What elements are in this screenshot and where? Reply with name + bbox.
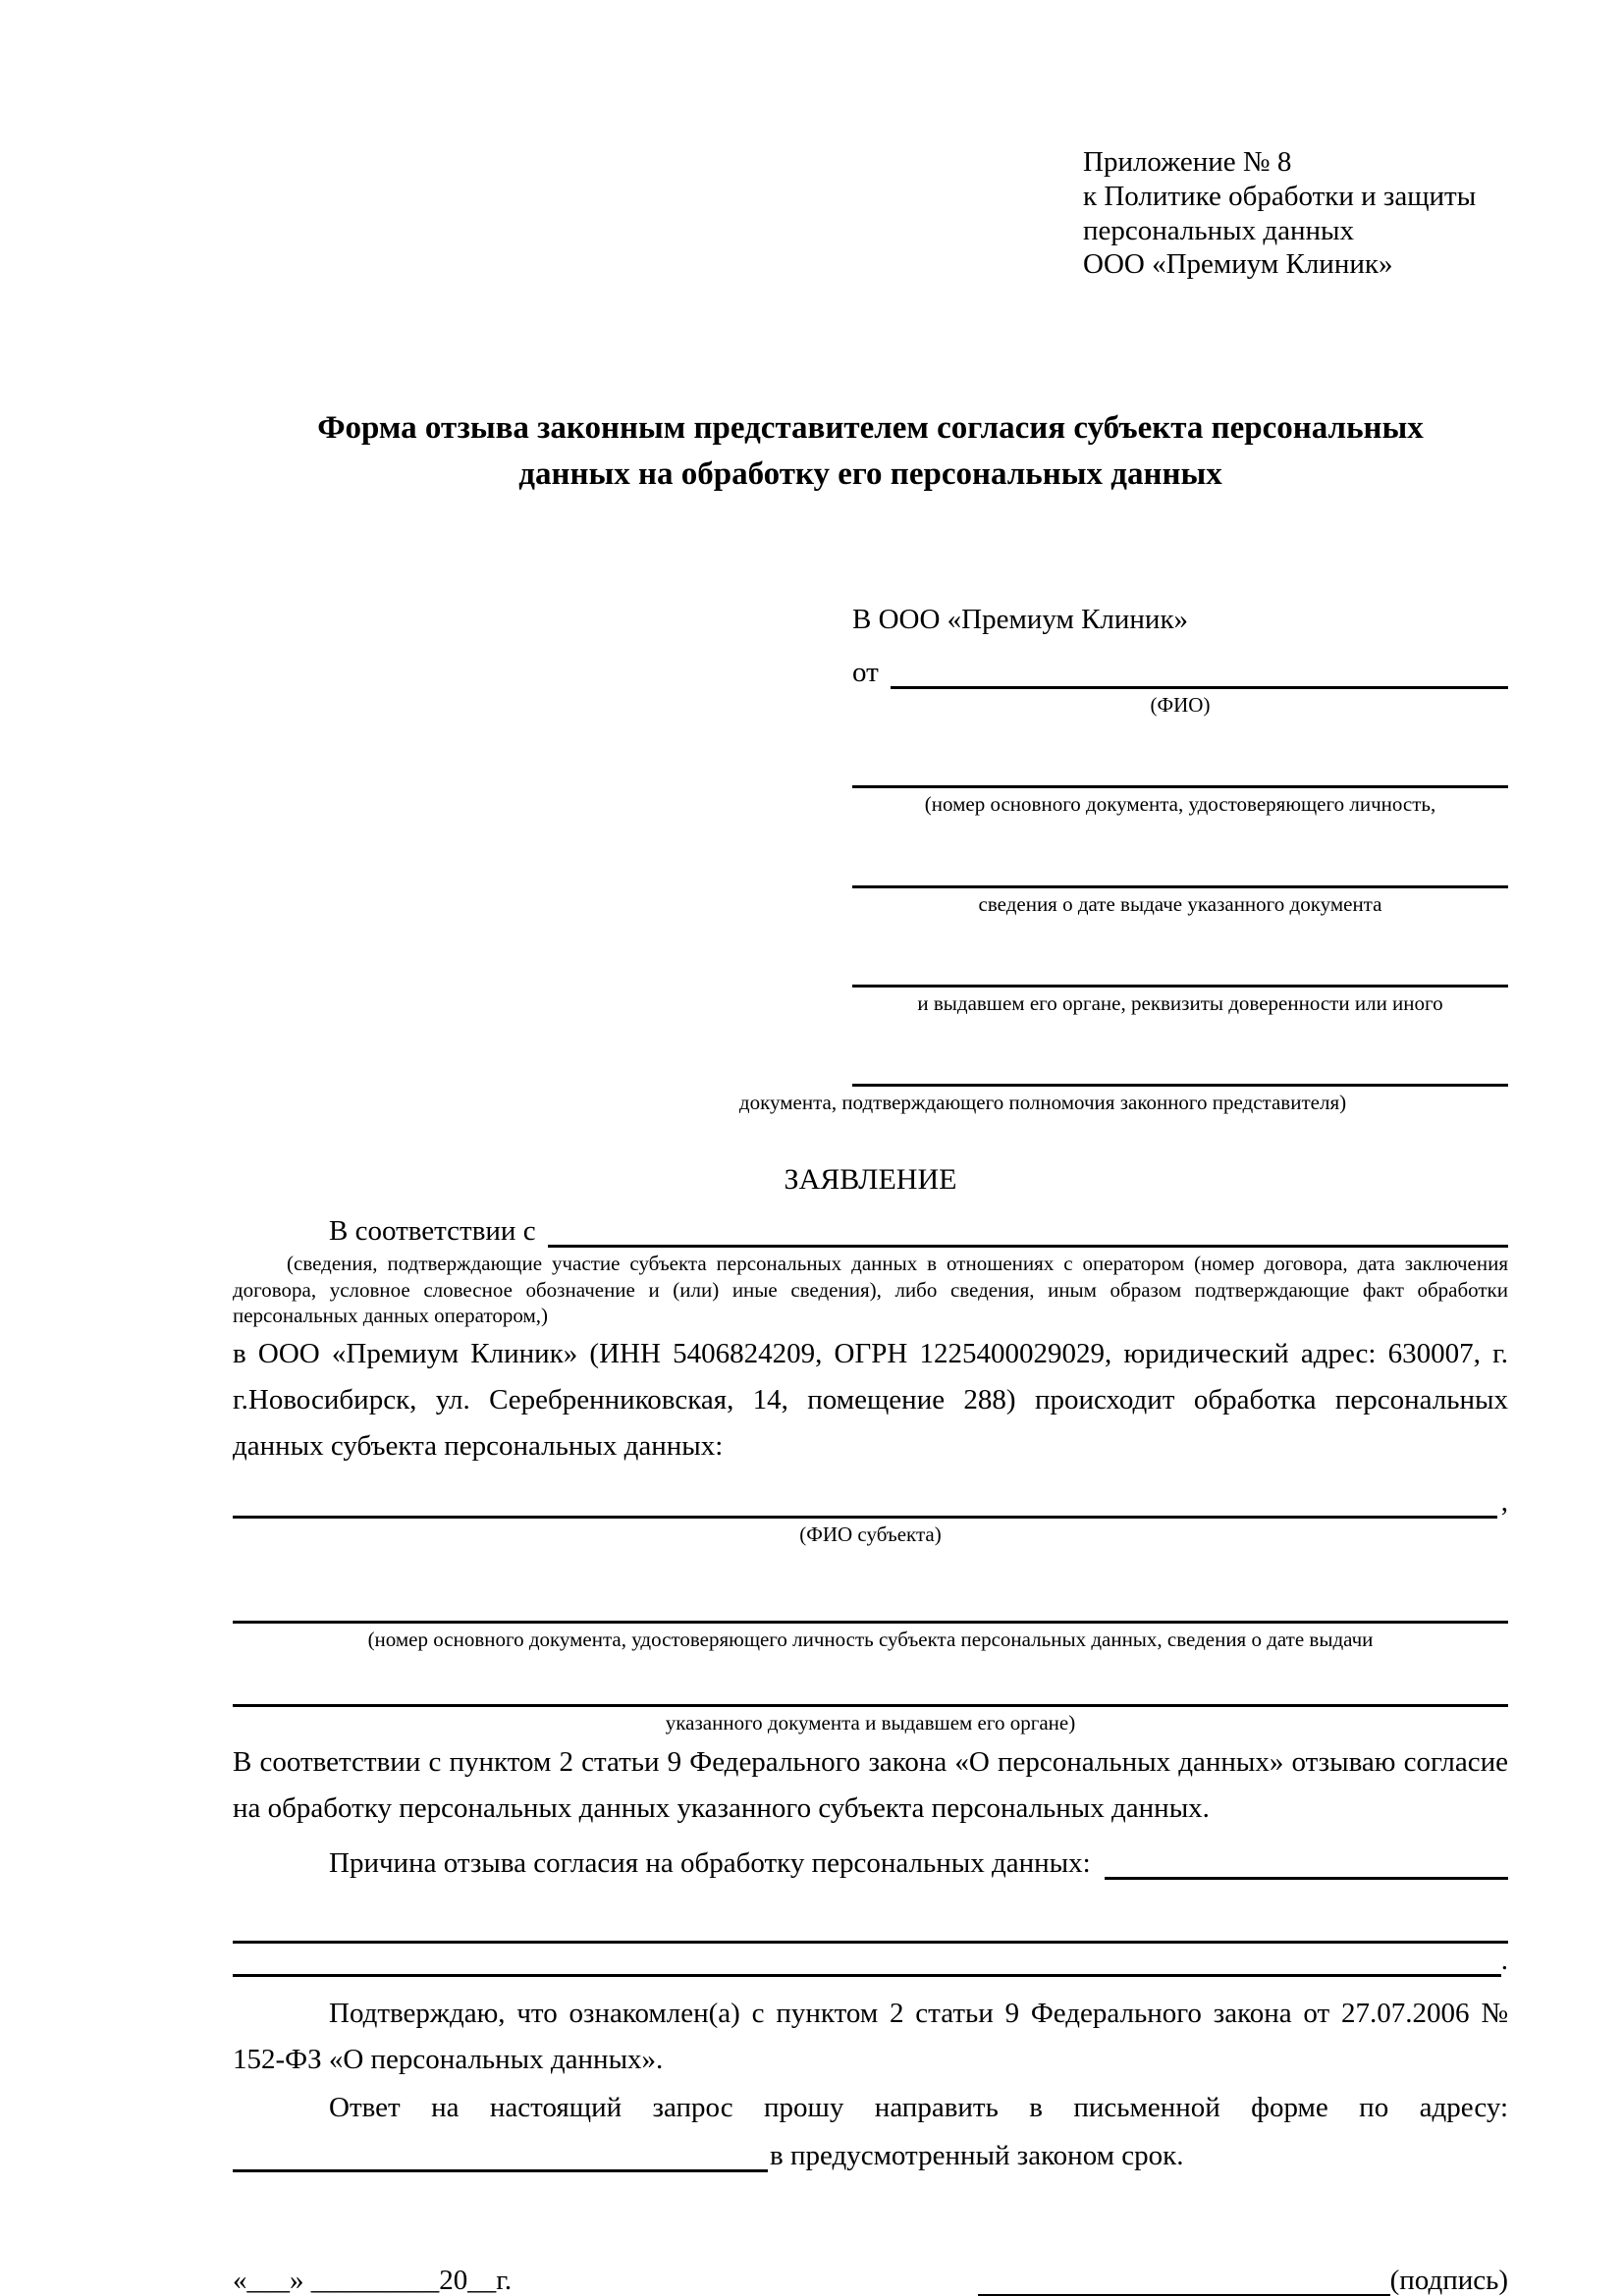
accordance-prefix: В соответствии с: [329, 1215, 536, 1248]
reason-field-line[interactable]: [1105, 1877, 1508, 1880]
reason-row: [233, 1833, 1508, 1880]
subject-document-caption-1: (номер основного документа, удостоверяющего личность субъекта персональных данных, сведения о дате выдачи: [367, 1627, 1374, 1651]
reason-field-line-3[interactable]: [233, 1974, 1501, 1977]
footer-row: [233, 2265, 1508, 2296]
confirm-paragraph: Подтверждаю, что ознакомлен(а) с пунктом 2 статьи 9 Федерального закона от 27.07.2006 № 152-ФЗ «О персональных данных».: [233, 1998, 1508, 2076]
signature-field-line[interactable]: [978, 2265, 1390, 2296]
issuing-authority-caption: и выдавшем его органе, реквизиты доверенности или иного: [917, 990, 1443, 1015]
appendix-block: [1083, 145, 1508, 282]
reason-line-3-row: [233, 1944, 1508, 1977]
subject-line-comma: ,: [1500, 1485, 1508, 1518]
addressee-organization: В ООО «Премиум Клиник»: [852, 603, 1189, 635]
representative-authority-field-line[interactable]: [852, 1046, 1508, 1087]
appendix-line-3: персональных данных: [1083, 214, 1355, 246]
identity-document-number-field-line[interactable]: [852, 748, 1508, 788]
issuing-authority-field-line[interactable]: [852, 947, 1508, 988]
issue-date-field-line[interactable]: [852, 848, 1508, 888]
withdraw-paragraph: В соответствии с пунктом 2 статьи 9 Федерального закона «О персональных данных» отзываю согласие на обработку персональных данных указанного субъекта персональных данных.: [233, 1745, 1508, 1824]
representative-authority-caption: документа, подтверждающего полномочия законного представителя): [738, 1091, 1347, 1115]
addressee-block: [738, 603, 1508, 1116]
subject-document-field-line-2[interactable]: [233, 1671, 1508, 1707]
date-field-line[interactable]: «___» _________20__г.: [233, 2265, 513, 2296]
representative-fio-field-line[interactable]: [891, 686, 1508, 689]
accordance-field-line[interactable]: [548, 1245, 1508, 1248]
subject-document-field-line[interactable]: [233, 1574, 1508, 1624]
reason-line-period: .: [1500, 1945, 1508, 1977]
reason-field-line-2[interactable]: [233, 1919, 1508, 1944]
subject-document-caption-2: указанного документа и выдавшем его органе): [665, 1711, 1076, 1735]
statement-heading: ЗАЯВЛЕНИЕ: [784, 1163, 957, 1197]
reason-prefix: Причина отзыва согласия на обработку персональных данных:: [329, 1847, 1091, 1880]
subject-fio-row: [233, 1475, 1508, 1519]
from-row: [852, 642, 1508, 689]
fio-caption: (ФИО): [1150, 692, 1211, 717]
reply-address-row: [233, 2131, 1508, 2172]
accordance-row: [233, 1202, 1508, 1248]
operator-paragraph: в ООО «Премиум Клиник» (ИНН 5406824209, ОГРН 1225400029029, юридический адрес: 630007, г. г.Новосибирск, ул. Серебренниковская, 14, помещение 288) происходит обработка персональных данных субъекта персональных данных:: [233, 1337, 1508, 1462]
reply-address-field-line[interactable]: [233, 2168, 768, 2172]
appendix-line-1: Приложение № 8: [1083, 146, 1292, 178]
subject-fio-caption: (ФИО субъекта): [799, 1522, 942, 1546]
identity-document-caption: (номер основного документа, удостоверяющего личность,: [924, 792, 1436, 817]
from-label: от: [852, 656, 879, 688]
issue-date-caption: сведения о дате выдаче указанного документа: [978, 891, 1382, 916]
appendix-line-2: к Политике обработки и защиты: [1083, 180, 1477, 212]
reply-paragraph: Ответ на настоящий запрос прошу направить в письменной форме по адресу:: [329, 2092, 1508, 2124]
appendix-line-4: ООО «Премиум Клиник»: [1083, 248, 1393, 281]
signature-caption: (подпись): [1389, 2265, 1508, 2296]
document-title: Форма отзыва законным представителем согласия субъекта персональных данных на обработку его персональных данных: [317, 410, 1424, 493]
subject-fio-field-line[interactable]: [233, 1516, 1497, 1519]
accordance-caption: (сведения, подтверждающие участие субъекта персональных данных в отношениях с оператором (номер договора, дата заключения договора, условное словесное обозначение и (или) иные сведения), либо сведения, иным образом подтверждающие факт обработки персональных данных оператором,): [233, 1252, 1508, 1328]
reply-suffix: в предусмотренный законом срок.: [770, 2140, 1184, 2172]
